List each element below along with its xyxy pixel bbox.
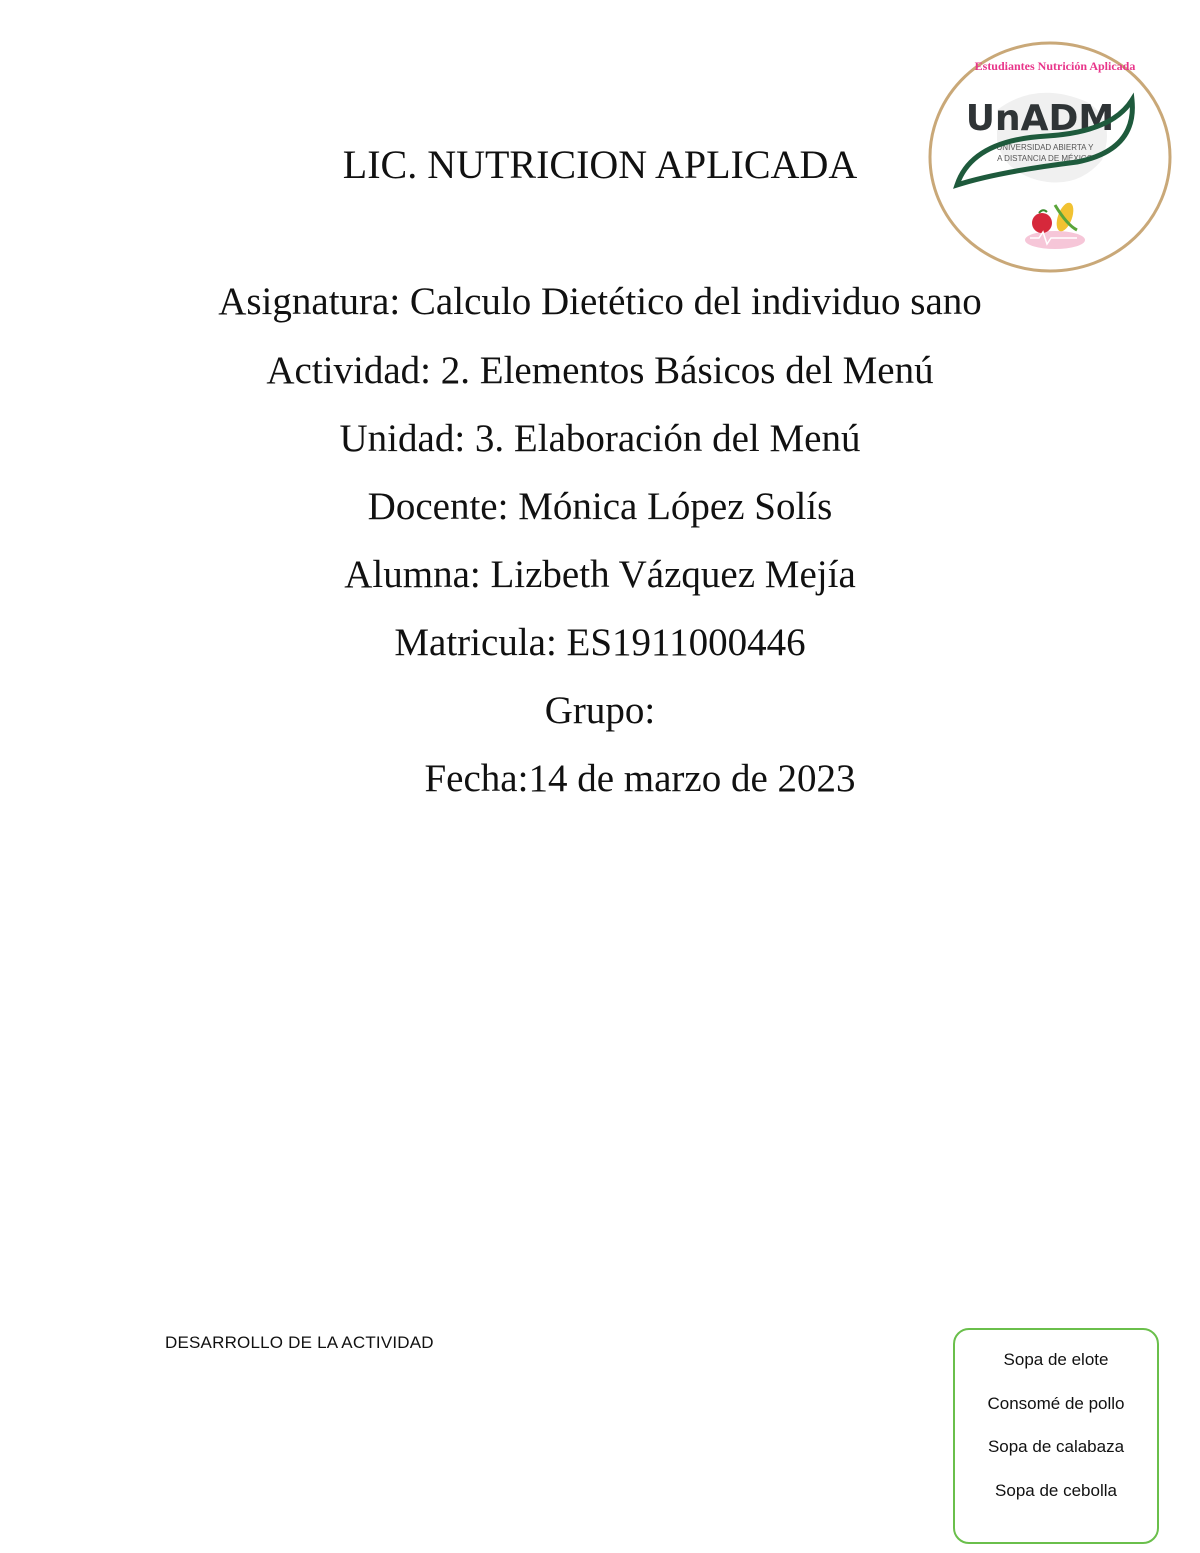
enrollment-line: Matricula: ES1911000446: [394, 621, 806, 664]
teacher-line: Docente: Mónica López Solís: [367, 485, 833, 528]
subject-line: Asignatura: Calculo Dietético del individuo sano: [218, 280, 982, 323]
logo-subtitle-2: A DISTANCIA DE MÉXICO: [997, 154, 1093, 163]
logo-name-text: UnADM: [965, 98, 1115, 139]
unit-line: Unidad: 3. Elaboración del Menú: [339, 417, 861, 460]
date-line: Fecha:14 de marzo de 2023: [424, 757, 856, 800]
group-line: Grupo:: [544, 689, 656, 732]
student-line: Alumna: Lizbeth Vázquez Mejía: [344, 553, 856, 596]
unadm-logo: [927, 40, 1173, 274]
program-title: LIC. NUTRICION APLICADA: [342, 142, 858, 187]
soup-menu-box: [953, 1328, 1159, 1544]
menu-item: Sopa de calabaza: [987, 1437, 1125, 1456]
section-heading: DESARROLLO DE LA ACTIVIDAD: [165, 1333, 434, 1352]
menu-item: Sopa de elote: [1003, 1350, 1109, 1369]
activity-line: Actividad: 2. Elementos Básicos del Menú: [266, 349, 934, 392]
logo-subtitle-1: UNIVERSIDAD ABIERTA Y: [996, 143, 1094, 152]
menu-item: Consomé de pollo: [987, 1394, 1125, 1413]
logo-header-text: Estudiantes Nutrición Aplicada: [974, 59, 1136, 73]
menu-item: Sopa de cebolla: [995, 1481, 1117, 1500]
